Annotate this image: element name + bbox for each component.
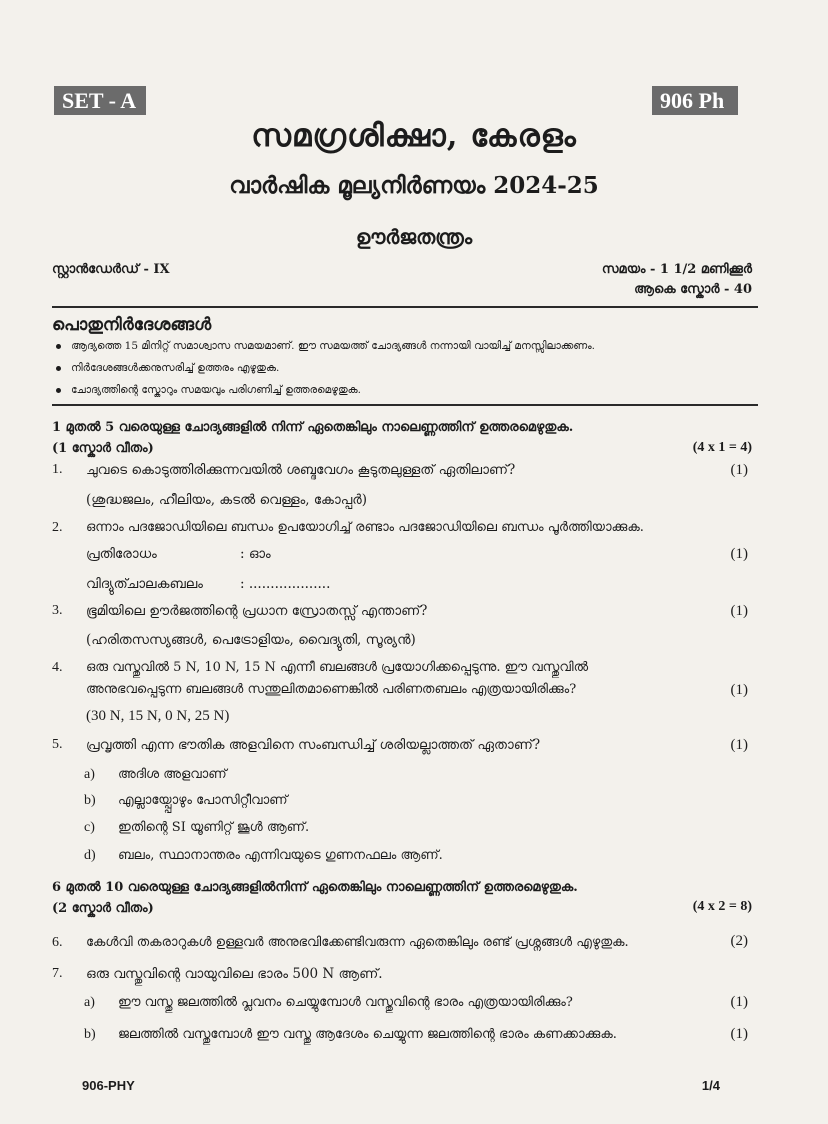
q6-text: കേൾവി തകരാറുകൾ ഉള്ളവർ അനുഭവിക്കേണ്ടിവരുന്ന ഏതെങ്കിലും രണ്ട് പ്രശ്നങ്ങൾ എഴുതുക. [86, 935, 629, 950]
section1-marks: (4 x 1 = 4) [692, 440, 752, 455]
q5-text: പ്രവൃത്തി എന്ന ഭൗതിക അളവിനെ സംബന്ധിച്ച് ശരിയല്ലാത്തത് ഏതാണ്? [86, 737, 541, 753]
q5-option-c-label: c) [84, 820, 95, 835]
bullet-icon [56, 366, 61, 371]
section2-marks: (4 x 2 = 8) [692, 899, 752, 914]
instructions-title: പൊതുനിർദേശങ്ങൾ [52, 315, 212, 335]
page-title: സമഗ്രശിക്ഷാ, കേരളം [251, 118, 577, 154]
q6-number: 6. [52, 935, 63, 950]
q5-option-d: ബലം, സ്ഥാനാന്തരം എന്നിവയുടെ ഗുണനഫലം ആണ്. [118, 848, 443, 863]
bullet-icon [56, 388, 61, 393]
q4-number: 4. [52, 660, 63, 675]
bullet-icon [56, 344, 61, 349]
footer-paper-code: 906-PHY [82, 1078, 135, 1093]
set-badge: SET - A [54, 86, 146, 115]
subject-title: ഊർജതന്ത്രം [355, 225, 473, 249]
q5-mark: (1) [730, 737, 748, 753]
section1-instruction: 1 മുതൽ 5 വരെയുള്ള ചോദ്യങ്ങളിൽ നിന്ന് ഏതെങ്കിലും നാലെണ്ണത്തിന് ഉത്തരമെഴുതുക. [52, 420, 574, 435]
instruction-item: നിർദേശങ്ങൾക്കനുസരിച്ച് ഉത്തരം എഴുതുക. [56, 362, 279, 375]
time-label: സമയം - 1 1/2 മണിക്കൂർ [601, 262, 752, 277]
q5-option-c: ഇതിന്റെ SI യൂണിറ്റ് ജൂൾ ആണ്. [118, 820, 310, 835]
exam-title: വാർഷിക മൂല്യനിർണയം 2024-25 [229, 172, 599, 199]
total-score-label: ആകെ സ്കോർ - 40 [634, 282, 752, 297]
q5-option-a: അദിശ അളവാണ് [118, 767, 227, 782]
divider-instructions [52, 404, 758, 406]
q4-text-line1: ഒരു വസ്തുവിൽ 5 N, 10 N, 15 N എന്നീ ബലങ്ങൾ പ്രയോഗിക്കപ്പെടുന്നു. ഈ വസ്തുവിൽ [86, 660, 589, 675]
section2-instruction: 6 മുതൽ 10 വരെയുള്ള ചോദ്യങ്ങളിൽനിന്ന് ഏതെങ്കിലും നാലെണ്ണത്തിന് ഉത്തരമെഴുതുക. [52, 880, 578, 895]
q7-part-b-mark: (1) [730, 1026, 748, 1042]
section2-score-note: (2 സ്കോർ വീതം) [52, 901, 154, 916]
q7-part-a-label: a) [84, 995, 95, 1010]
q2-pair2-left: വിദ്യുത്ചാലകബലം [86, 576, 203, 592]
q5-option-b: എല്ലായ്പ്പോഴും പോസിറ്റീവാണ് [118, 793, 288, 808]
q1-number: 1. [52, 462, 63, 477]
q7-text: ഒരു വസ്തുവിന്റെ വായുവിലെ ഭാരം 500 N ആണ്. [86, 966, 383, 982]
q1-text: ചുവടെ കൊടുത്തിരിക്കുന്നവയിൽ ശബ്ദവേഗം കൂടുതലുള്ളത് ഏതിലാണ്? [86, 462, 516, 478]
q3-options: (ഹരിതസസ്യങ്ങൾ, പെട്രോളിയം, വൈദ്യുതി, സൂര്യൻ) [86, 632, 416, 648]
q3-mark: (1) [730, 603, 748, 619]
page-number: 1/4 [701, 1078, 720, 1093]
q4-options: (30 N, 15 N, 0 N, 25 N) [86, 708, 230, 724]
q7-part-b-label: b) [84, 1027, 96, 1042]
q2-pair2-right: : ................... [240, 576, 331, 592]
q2-pair1-right: : ഓം [240, 546, 271, 562]
q7-part-b: ജലത്തിൽ വസ്തുമ്പോൾ ഈ വസ്തു ആദേശം ചെയ്യുന്ന ജലത്തിന്റെ ഭാരം കണക്കാക്കുക. [118, 1027, 617, 1042]
q2-pair1-left: പ്രതിരോധം [86, 546, 157, 562]
instruction-item: ചോദ്യത്തിന്റെ സ്കോറും സമയവും പരിഗണിച്ച് ഉത്തരമെഴുതുക. [56, 384, 361, 397]
q7-number: 7. [52, 966, 63, 981]
q1-mark: (1) [730, 462, 748, 478]
q2-number: 2. [52, 520, 63, 535]
q2-text: ഒന്നാം പദജോഡിയിലെ ബന്ധം ഉപയോഗിച്ച് രണ്ടാം പദജോഡിയിലെ ബന്ധം പൂർത്തിയാക്കുക. [86, 520, 644, 535]
q7-part-a-mark: (1) [730, 994, 748, 1010]
paper-code-badge: 906 Ph [652, 86, 738, 115]
instruction-item: ആദ്യത്തെ 15 മിനിറ്റ് സമാശ്വാസ സമയമാണ്. ഈ സമയത്ത് ചോദ്യങ്ങൾ നന്നായി വായിച്ച് മനസ്സിലാക്കണം. [56, 340, 595, 353]
q4-text-line2: അനുഭവപ്പെടുന്ന ബലങ്ങൾ സന്തുലിതമാണെങ്കിൽ പരിണതബലം എത്രയായിരിക്കും? [86, 682, 577, 697]
section1-score-note: (1 സ്കോർ വീതം) [52, 441, 154, 456]
q2-mark: (1) [730, 546, 748, 562]
q5-option-d-label: d) [84, 848, 96, 863]
divider-top [52, 306, 758, 308]
q5-option-a-label: a) [84, 767, 95, 782]
standard-label: സ്റ്റാൻഡേർഡ് - IX [52, 262, 170, 277]
q3-text: ഭൂമിയിലെ ഊർജത്തിന്റെ പ്രധാന സ്രോതസ്സ് എന്താണ്? [86, 603, 428, 619]
q1-options: (ശുദ്ധജലം, ഹീലിയം, കടൽ വെള്ളം, കോപ്പർ) [86, 492, 367, 508]
q5-number: 5. [52, 737, 63, 752]
q5-option-b-label: b) [84, 793, 96, 808]
q6-mark: (2) [730, 933, 748, 949]
q4-mark: (1) [730, 682, 748, 698]
q3-number: 3. [52, 603, 63, 618]
q7-part-a: ഈ വസ്തു ജലത്തിൽ പ്ലവനം ചെയ്യുമ്പോൾ വസ്തുവിന്റെ ഭാരം എത്രയായിരിക്കും? [118, 995, 573, 1010]
